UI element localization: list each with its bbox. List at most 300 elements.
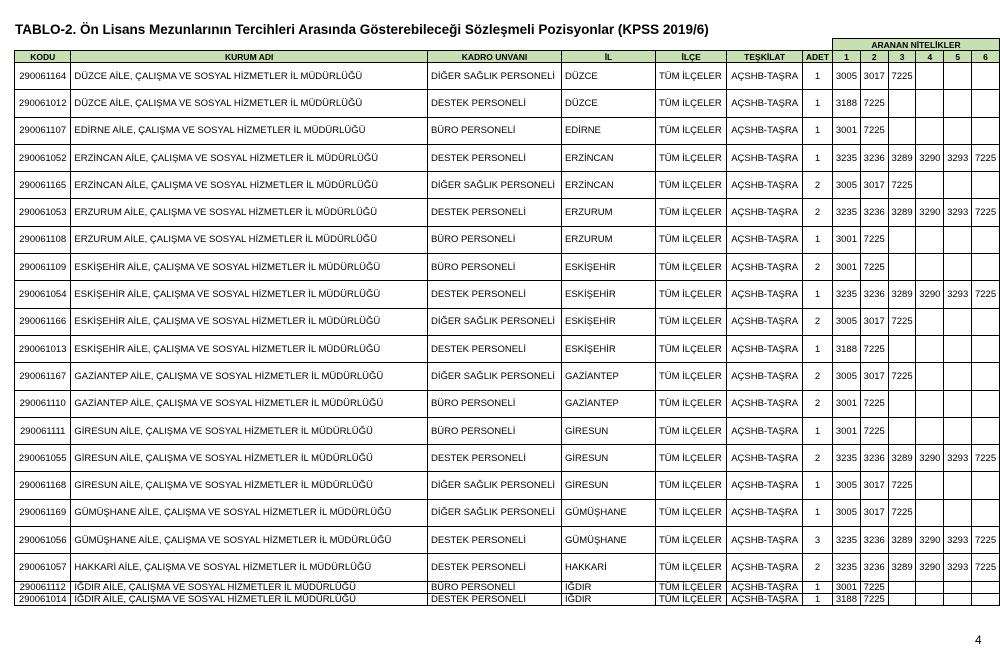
cell-qualification-4 xyxy=(916,117,944,144)
table-row xyxy=(15,363,1000,390)
table-row xyxy=(15,499,1000,526)
cell-qualification-4: 3290 xyxy=(916,144,944,171)
cell-qualification-1: 3235 xyxy=(833,554,861,581)
cell-qualification-3: 7225 xyxy=(888,363,916,390)
cell-adet: 2 xyxy=(802,172,832,199)
col-kodu: KODU xyxy=(15,51,71,63)
cell-ilce: TÜM İLÇELER xyxy=(655,527,726,554)
cell-kodu: 290061108 xyxy=(15,226,71,253)
cell-qualification-3: 3289 xyxy=(888,445,916,472)
cell-qualification-4 xyxy=(916,90,944,117)
cell-kodu: 290061052 xyxy=(15,144,71,171)
cell-qualification-6 xyxy=(972,172,1000,199)
cell-qualification-4 xyxy=(916,226,944,253)
cell-kurum-adi: GAZİANTEP AİLE, ÇALIŞMA VE SOSYAL HİZMETLER İL MÜDÜRLÜĞÜ xyxy=(71,363,428,390)
cell-qualification-4 xyxy=(916,335,944,362)
cell-qualification-4 xyxy=(916,308,944,335)
cell-kurum-adi: EDİRNE AİLE, ÇALIŞMA VE SOSYAL HİZMETLER İL MÜDÜRLÜĞÜ xyxy=(71,117,428,144)
cell-qualification-5 xyxy=(944,363,972,390)
cell-kodu: 290061012 xyxy=(15,90,71,117)
cell-il: GAZİANTEP xyxy=(562,363,656,390)
cell-qualification-5: 3293 xyxy=(944,445,972,472)
cell-kadro-unvani: DİĞER SAĞLIK PERSONELİ xyxy=(427,499,561,526)
cell-qualification-4 xyxy=(916,363,944,390)
cell-qualification-2: 3236 xyxy=(860,144,888,171)
cell-kurum-adi: ESKİŞEHİR AİLE, ÇALIŞMA VE SOSYAL HİZMETLER İL MÜDÜRLÜĞÜ xyxy=(71,308,428,335)
col-q1: 1 xyxy=(833,51,861,63)
table-row xyxy=(15,554,1000,581)
cell-teskilat: AÇSHB-TAŞRA xyxy=(727,581,802,593)
cell-ilce: TÜM İLÇELER xyxy=(655,445,726,472)
cell-qualification-3 xyxy=(888,90,916,117)
cell-qualification-1: 3001 xyxy=(833,117,861,144)
cell-qualification-5 xyxy=(944,417,972,444)
cell-kadro-unvani: DESTEK PERSONELİ xyxy=(427,90,561,117)
cell-qualification-5: 3293 xyxy=(944,281,972,308)
cell-qualification-6 xyxy=(972,254,1000,281)
col-q3: 3 xyxy=(888,51,916,63)
cell-qualification-6 xyxy=(972,417,1000,444)
cell-qualification-2: 7225 xyxy=(860,117,888,144)
aranan-nitelikler-header: ARANAN NİTELİKLER xyxy=(833,39,1000,51)
cell-qualification-3: 7225 xyxy=(888,472,916,499)
cell-ilce: TÜM İLÇELER xyxy=(655,593,726,605)
cell-kurum-adi: ERZURUM AİLE, ÇALIŞMA VE SOSYAL HİZMETLER İL MÜDÜRLÜĞÜ xyxy=(71,199,428,226)
cell-teskilat: AÇSHB-TAŞRA xyxy=(727,363,802,390)
cell-qualification-2: 3236 xyxy=(860,554,888,581)
cell-qualification-3 xyxy=(888,254,916,281)
cell-kurum-adi: GİRESUN AİLE, ÇALIŞMA VE SOSYAL HİZMETLER İL MÜDÜRLÜĞÜ xyxy=(71,417,428,444)
cell-qualification-2: 7225 xyxy=(860,390,888,417)
cell-il: ERZİNCAN xyxy=(562,144,656,171)
cell-kurum-adi: GİRESUN AİLE, ÇALIŞMA VE SOSYAL HİZMETLER İL MÜDÜRLÜĞÜ xyxy=(71,445,428,472)
cell-kadro-unvani: DESTEK PERSONELİ xyxy=(427,445,561,472)
cell-kodu: 290061057 xyxy=(15,554,71,581)
cell-qualification-3: 3289 xyxy=(888,554,916,581)
table-row xyxy=(15,63,1000,90)
cell-adet: 2 xyxy=(802,554,832,581)
cell-ilce: TÜM İLÇELER xyxy=(655,363,726,390)
cell-qualification-4: 3290 xyxy=(916,199,944,226)
cell-teskilat: AÇSHB-TAŞRA xyxy=(727,445,802,472)
cell-kurum-adi: ERZİNCAN AİLE, ÇALIŞMA VE SOSYAL HİZMETLER İL MÜDÜRLÜĞÜ xyxy=(71,172,428,199)
cell-adet: 1 xyxy=(802,499,832,526)
cell-ilce: TÜM İLÇELER xyxy=(655,199,726,226)
col-teskilat: TEŞKİLAT xyxy=(727,51,802,63)
cell-kodu: 290061164 xyxy=(15,63,71,90)
cell-qualification-5 xyxy=(944,226,972,253)
cell-qualification-3 xyxy=(888,581,916,593)
table-row xyxy=(15,308,1000,335)
cell-qualification-2: 7225 xyxy=(860,593,888,605)
cell-kadro-unvani: DİĞER SAĞLIK PERSONELİ xyxy=(427,472,561,499)
cell-qualification-6 xyxy=(972,499,1000,526)
cell-kodu: 290061165 xyxy=(15,172,71,199)
col-il: İL xyxy=(562,51,656,63)
cell-adet: 2 xyxy=(802,199,832,226)
cell-qualification-6 xyxy=(972,581,1000,593)
cell-qualification-5 xyxy=(944,499,972,526)
cell-qualification-6 xyxy=(972,90,1000,117)
cell-ilce: TÜM İLÇELER xyxy=(655,581,726,593)
cell-qualification-5: 3293 xyxy=(944,527,972,554)
cell-qualification-3 xyxy=(888,593,916,605)
cell-qualification-4 xyxy=(916,472,944,499)
cell-kurum-adi: ESKİŞEHİR AİLE, ÇALIŞMA VE SOSYAL HİZMETLER İL MÜDÜRLÜĞÜ xyxy=(71,254,428,281)
page-number: 4 xyxy=(975,633,982,647)
cell-kodu: 290061112 xyxy=(15,581,71,593)
cell-kodu: 290061110 xyxy=(15,390,71,417)
cell-il: ESKİŞEHİR xyxy=(562,254,656,281)
col-q2: 2 xyxy=(860,51,888,63)
cell-qualification-1: 3001 xyxy=(833,417,861,444)
cell-qualification-4 xyxy=(916,390,944,417)
cell-qualification-1: 3005 xyxy=(833,172,861,199)
header-row-top xyxy=(15,39,1000,51)
cell-qualification-2: 3017 xyxy=(860,308,888,335)
cell-teskilat: AÇSHB-TAŞRA xyxy=(727,226,802,253)
cell-qualification-1: 3005 xyxy=(833,63,861,90)
table-row xyxy=(15,254,1000,281)
cell-teskilat: AÇSHB-TAŞRA xyxy=(727,199,802,226)
cell-adet: 1 xyxy=(802,281,832,308)
cell-qualification-2: 7225 xyxy=(860,226,888,253)
cell-qualification-2: 3236 xyxy=(860,445,888,472)
cell-kurum-adi: ERZURUM AİLE, ÇALIŞMA VE SOSYAL HİZMETLER İL MÜDÜRLÜĞÜ xyxy=(71,226,428,253)
table-row xyxy=(15,335,1000,362)
cell-teskilat: AÇSHB-TAŞRA xyxy=(727,593,802,605)
cell-ilce: TÜM İLÇELER xyxy=(655,172,726,199)
table-row xyxy=(15,593,1000,605)
table-row xyxy=(15,172,1000,199)
cell-il: HAKKARİ xyxy=(562,554,656,581)
cell-kurum-adi: GÜMÜŞHANE AİLE, ÇALIŞMA VE SOSYAL HİZMETLER İL MÜDÜRLÜĞÜ xyxy=(71,527,428,554)
cell-qualification-1: 3235 xyxy=(833,144,861,171)
cell-kodu: 290061169 xyxy=(15,499,71,526)
cell-qualification-2: 7225 xyxy=(860,581,888,593)
cell-qualification-4 xyxy=(916,254,944,281)
cell-qualification-2: 3017 xyxy=(860,63,888,90)
cell-qualification-1: 3001 xyxy=(833,226,861,253)
cell-qualification-5: 3293 xyxy=(944,554,972,581)
cell-ilce: TÜM İLÇELER xyxy=(655,90,726,117)
cell-qualification-1: 3188 xyxy=(833,593,861,605)
cell-qualification-2: 3236 xyxy=(860,281,888,308)
cell-qualification-2: 3017 xyxy=(860,472,888,499)
cell-kurum-adi: DÜZCE AİLE, ÇALIŞMA VE SOSYAL HİZMETLER İL MÜDÜRLÜĞÜ xyxy=(71,90,428,117)
cell-kodu: 290061168 xyxy=(15,472,71,499)
cell-qualification-4 xyxy=(916,417,944,444)
cell-qualification-3: 3289 xyxy=(888,281,916,308)
cell-teskilat: AÇSHB-TAŞRA xyxy=(727,117,802,144)
col-q5: 5 xyxy=(944,51,972,63)
cell-adet: 2 xyxy=(802,445,832,472)
table-row xyxy=(15,527,1000,554)
table-row xyxy=(15,472,1000,499)
cell-kurum-adi: HAKKARİ AİLE, ÇALIŞMA VE SOSYAL HİZMETLER İL MÜDÜRLÜĞÜ xyxy=(71,554,428,581)
cell-teskilat: AÇSHB-TAŞRA xyxy=(727,472,802,499)
cell-il: GÜMÜŞHANE xyxy=(562,527,656,554)
cell-ilce: TÜM İLÇELER xyxy=(655,281,726,308)
table-row xyxy=(15,90,1000,117)
cell-kurum-adi: GİRESUN AİLE, ÇALIŞMA VE SOSYAL HİZMETLER İL MÜDÜRLÜĞÜ xyxy=(71,472,428,499)
cell-qualification-6: 7225 xyxy=(972,281,1000,308)
cell-qualification-3: 3289 xyxy=(888,199,916,226)
cell-adet: 2 xyxy=(802,363,832,390)
cell-qualification-3: 7225 xyxy=(888,308,916,335)
cell-adet: 1 xyxy=(802,90,832,117)
cell-qualification-2: 7225 xyxy=(860,335,888,362)
cell-teskilat: AÇSHB-TAŞRA xyxy=(727,90,802,117)
cell-kadro-unvani: DİĞER SAĞLIK PERSONELİ xyxy=(427,308,561,335)
cell-kurum-adi: IĞDIR AİLE, ÇALIŞMA VE SOSYAL HİZMETLER İL MÜDÜRLÜĞÜ xyxy=(71,581,428,593)
cell-qualification-4 xyxy=(916,499,944,526)
cell-qualification-1: 3005 xyxy=(833,308,861,335)
cell-il: GİRESUN xyxy=(562,472,656,499)
table-row xyxy=(15,117,1000,144)
cell-teskilat: AÇSHB-TAŞRA xyxy=(727,281,802,308)
cell-kodu: 290061013 xyxy=(15,335,71,362)
cell-qualification-5 xyxy=(944,335,972,362)
cell-ilce: TÜM İLÇELER xyxy=(655,554,726,581)
cell-qualification-2: 7225 xyxy=(860,254,888,281)
cell-qualification-1: 3235 xyxy=(833,445,861,472)
cell-qualification-4 xyxy=(916,581,944,593)
col-ilce: İLÇE xyxy=(655,51,726,63)
cell-qualification-6 xyxy=(972,63,1000,90)
cell-qualification-3 xyxy=(888,117,916,144)
cell-qualification-6: 7225 xyxy=(972,199,1000,226)
cell-qualification-6: 7225 xyxy=(972,445,1000,472)
cell-ilce: TÜM İLÇELER xyxy=(655,308,726,335)
cell-qualification-5 xyxy=(944,63,972,90)
cell-adet: 1 xyxy=(802,581,832,593)
cell-qualification-5 xyxy=(944,172,972,199)
cell-qualification-1: 3235 xyxy=(833,281,861,308)
cell-qualification-5: 3293 xyxy=(944,199,972,226)
cell-qualification-6: 7225 xyxy=(972,144,1000,171)
cell-ilce: TÜM İLÇELER xyxy=(655,63,726,90)
cell-adet: 1 xyxy=(802,144,832,171)
cell-il: ERZURUM xyxy=(562,226,656,253)
cell-qualification-1: 3005 xyxy=(833,499,861,526)
cell-qualification-5 xyxy=(944,308,972,335)
cell-il: ERZİNCAN xyxy=(562,172,656,199)
cell-qualification-5 xyxy=(944,593,972,605)
cell-teskilat: AÇSHB-TAŞRA xyxy=(727,499,802,526)
cell-il: DÜZCE xyxy=(562,63,656,90)
page-title: TABLO-2. Ön Lisans Mezunlarının Tercihleri Arasında Gösterebileceği Sözleşmeli Pozisyonlar (KPSS 2019/6) xyxy=(15,22,709,37)
cell-kurum-adi: GÜMÜŞHANE AİLE, ÇALIŞMA VE SOSYAL HİZMETLER İL MÜDÜRLÜĞÜ xyxy=(71,499,428,526)
cell-teskilat: AÇSHB-TAŞRA xyxy=(727,172,802,199)
cell-kurum-adi: IĞDIR AİLE, ÇALIŞMA VE SOSYAL HİZMETLER İL MÜDÜRLÜĞÜ xyxy=(71,593,428,605)
col-kadro-unvani: KADRO UNVANI xyxy=(427,51,561,63)
cell-adet: 2 xyxy=(802,390,832,417)
cell-qualification-6 xyxy=(972,117,1000,144)
cell-qualification-5 xyxy=(944,581,972,593)
cell-qualification-2: 3236 xyxy=(860,527,888,554)
cell-qualification-4 xyxy=(916,593,944,605)
cell-qualification-1: 3235 xyxy=(833,199,861,226)
cell-il: ERZURUM xyxy=(562,199,656,226)
cell-kadro-unvani: DESTEK PERSONELİ xyxy=(427,281,561,308)
header-row-columns xyxy=(15,51,1000,63)
cell-kadro-unvani: BÜRO PERSONELİ xyxy=(427,417,561,444)
cell-kodu: 290061056 xyxy=(15,527,71,554)
cell-qualification-6 xyxy=(972,472,1000,499)
cell-kurum-adi: ERZİNCAN AİLE, ÇALIŞMA VE SOSYAL HİZMETLER İL MÜDÜRLÜĞÜ xyxy=(71,144,428,171)
cell-qualification-5 xyxy=(944,390,972,417)
table-row xyxy=(15,581,1000,593)
cell-il: ESKİŞEHİR xyxy=(562,335,656,362)
cell-kadro-unvani: BÜRO PERSONELİ xyxy=(427,117,561,144)
cell-kodu: 290061109 xyxy=(15,254,71,281)
cell-kadro-unvani: BÜRO PERSONELİ xyxy=(427,581,561,593)
cell-qualification-1: 3005 xyxy=(833,472,861,499)
col-kurum-adi: KURUM ADI xyxy=(71,51,428,63)
cell-il: IĞDIR xyxy=(562,593,656,605)
cell-adet: 1 xyxy=(802,472,832,499)
table-row xyxy=(15,226,1000,253)
cell-adet: 1 xyxy=(802,417,832,444)
cell-qualification-4: 3290 xyxy=(916,445,944,472)
cell-qualification-5 xyxy=(944,117,972,144)
cell-kadro-unvani: DESTEK PERSONELİ xyxy=(427,144,561,171)
cell-il: GİRESUN xyxy=(562,445,656,472)
cell-qualification-2: 3236 xyxy=(860,199,888,226)
cell-qualification-3: 7225 xyxy=(888,63,916,90)
cell-qualification-3 xyxy=(888,226,916,253)
table-row xyxy=(15,281,1000,308)
cell-qualification-2: 3017 xyxy=(860,363,888,390)
cell-kurum-adi: DÜZCE AİLE, ÇALIŞMA VE SOSYAL HİZMETLER İL MÜDÜRLÜĞÜ xyxy=(71,63,428,90)
cell-qualification-3: 7225 xyxy=(888,172,916,199)
cell-qualification-1: 3001 xyxy=(833,254,861,281)
cell-qualification-1: 3188 xyxy=(833,90,861,117)
cell-qualification-1: 3001 xyxy=(833,581,861,593)
cell-kodu: 290061166 xyxy=(15,308,71,335)
cell-ilce: TÜM İLÇELER xyxy=(655,254,726,281)
cell-teskilat: AÇSHB-TAŞRA xyxy=(727,417,802,444)
table-row xyxy=(15,445,1000,472)
cell-qualification-6 xyxy=(972,308,1000,335)
cell-ilce: TÜM İLÇELER xyxy=(655,472,726,499)
cell-qualification-4 xyxy=(916,172,944,199)
cell-kadro-unvani: DESTEK PERSONELİ xyxy=(427,593,561,605)
cell-qualification-6 xyxy=(972,390,1000,417)
cell-qualification-5: 3293 xyxy=(944,144,972,171)
cell-teskilat: AÇSHB-TAŞRA xyxy=(727,390,802,417)
table-body xyxy=(15,63,1000,606)
cell-adet: 1 xyxy=(802,335,832,362)
cell-adet: 1 xyxy=(802,593,832,605)
table-row xyxy=(15,199,1000,226)
cell-il: GÜMÜŞHANE xyxy=(562,499,656,526)
cell-kurum-adi: GAZİANTEP AİLE, ÇALIŞMA VE SOSYAL HİZMETLER İL MÜDÜRLÜĞÜ xyxy=(71,390,428,417)
cell-adet: 1 xyxy=(802,117,832,144)
cell-qualification-6 xyxy=(972,226,1000,253)
cell-ilce: TÜM İLÇELER xyxy=(655,390,726,417)
cell-il: ESKİŞEHİR xyxy=(562,308,656,335)
col-adet: ADET xyxy=(802,51,832,63)
cell-ilce: TÜM İLÇELER xyxy=(655,117,726,144)
cell-kodu: 290061111 xyxy=(15,417,71,444)
cell-qualification-3 xyxy=(888,390,916,417)
cell-qualification-3 xyxy=(888,335,916,362)
col-q6: 6 xyxy=(972,51,1000,63)
cell-kadro-unvani: DESTEK PERSONELİ xyxy=(427,335,561,362)
cell-qualification-2: 3017 xyxy=(860,172,888,199)
cell-qualification-4: 3290 xyxy=(916,554,944,581)
cell-kodu: 290061055 xyxy=(15,445,71,472)
cell-teskilat: AÇSHB-TAŞRA xyxy=(727,144,802,171)
cell-adet: 1 xyxy=(802,226,832,253)
cell-kadro-unvani: BÜRO PERSONELİ xyxy=(427,390,561,417)
cell-kurum-adi: ESKİŞEHİR AİLE, ÇALIŞMA VE SOSYAL HİZMETLER İL MÜDÜRLÜĞÜ xyxy=(71,281,428,308)
cell-qualification-4 xyxy=(916,63,944,90)
cell-qualification-3: 3289 xyxy=(888,144,916,171)
cell-qualification-6 xyxy=(972,335,1000,362)
cell-il: ESKİŞEHİR xyxy=(562,281,656,308)
cell-qualification-4: 3290 xyxy=(916,281,944,308)
cell-il: DÜZCE xyxy=(562,90,656,117)
cell-teskilat: AÇSHB-TAŞRA xyxy=(727,254,802,281)
col-q4: 4 xyxy=(916,51,944,63)
cell-qualification-5 xyxy=(944,90,972,117)
cell-il: GİRESUN xyxy=(562,417,656,444)
cell-kodu: 290061167 xyxy=(15,363,71,390)
cell-il: EDİRNE xyxy=(562,117,656,144)
cell-ilce: TÜM İLÇELER xyxy=(655,226,726,253)
cell-qualification-3: 7225 xyxy=(888,499,916,526)
cell-qualification-6 xyxy=(972,593,1000,605)
cell-kodu: 290061054 xyxy=(15,281,71,308)
cell-kadro-unvani: BÜRO PERSONELİ xyxy=(427,254,561,281)
table-row xyxy=(15,390,1000,417)
cell-qualification-1: 3235 xyxy=(833,527,861,554)
cell-adet: 1 xyxy=(802,63,832,90)
cell-qualification-1: 3001 xyxy=(833,390,861,417)
cell-qualification-2: 7225 xyxy=(860,417,888,444)
cell-adet: 3 xyxy=(802,527,832,554)
cell-kadro-unvani: DİĞER SAĞLIK PERSONELİ xyxy=(427,363,561,390)
cell-kadro-unvani: DESTEK PERSONELİ xyxy=(427,199,561,226)
cell-kadro-unvani: DİĞER SAĞLIK PERSONELİ xyxy=(427,63,561,90)
cell-kodu: 290061053 xyxy=(15,199,71,226)
cell-teskilat: AÇSHB-TAŞRA xyxy=(727,335,802,362)
cell-kadro-unvani: BÜRO PERSONELİ xyxy=(427,226,561,253)
cell-ilce: TÜM İLÇELER xyxy=(655,499,726,526)
cell-adet: 2 xyxy=(802,308,832,335)
cell-qualification-5 xyxy=(944,472,972,499)
cell-qualification-5 xyxy=(944,254,972,281)
cell-il: GAZİANTEP xyxy=(562,390,656,417)
cell-ilce: TÜM İLÇELER xyxy=(655,335,726,362)
cell-qualification-3: 3289 xyxy=(888,527,916,554)
cell-teskilat: AÇSHB-TAŞRA xyxy=(727,554,802,581)
cell-kadro-unvani: DİĞER SAĞLIK PERSONELİ xyxy=(427,172,561,199)
cell-kadro-unvani: DESTEK PERSONELİ xyxy=(427,527,561,554)
cell-qualification-6: 7225 xyxy=(972,527,1000,554)
cell-teskilat: AÇSHB-TAŞRA xyxy=(727,308,802,335)
table-row xyxy=(15,144,1000,171)
cell-ilce: TÜM İLÇELER xyxy=(655,417,726,444)
cell-qualification-6: 7225 xyxy=(972,554,1000,581)
cell-qualification-6 xyxy=(972,363,1000,390)
cell-qualification-2: 3017 xyxy=(860,499,888,526)
cell-kadro-unvani: DESTEK PERSONELİ xyxy=(427,554,561,581)
cell-qualification-3 xyxy=(888,417,916,444)
